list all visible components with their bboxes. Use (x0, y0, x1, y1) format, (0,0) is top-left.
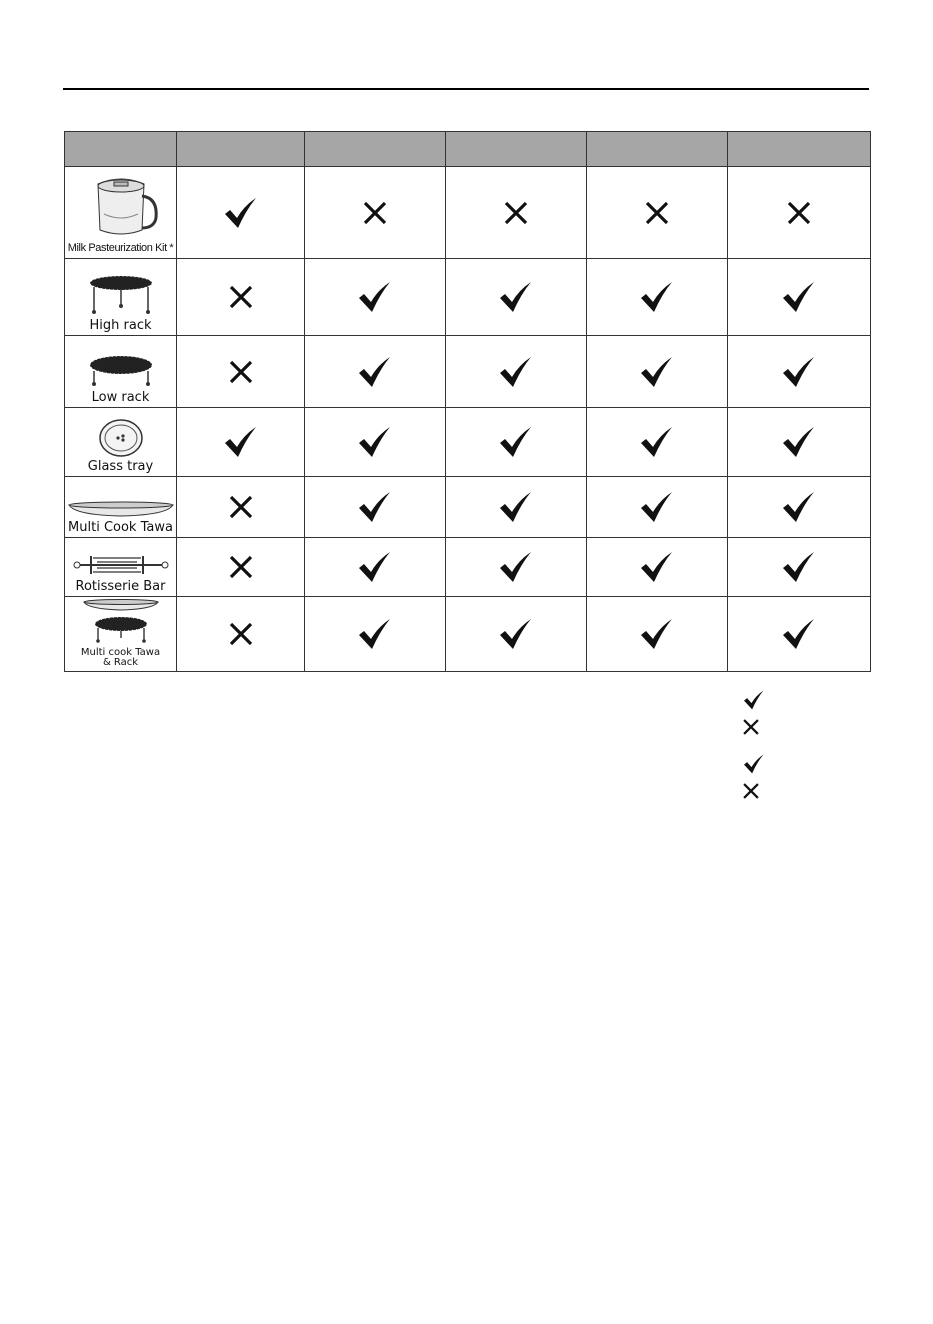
check-icon (305, 551, 445, 583)
check-icon (305, 426, 445, 458)
check-icon (305, 281, 445, 313)
multi-cook-tawa-rack-icon (65, 598, 176, 646)
accessory-label: Low rack (91, 390, 150, 405)
compatibility-cell (446, 538, 587, 597)
accessory-cell (65, 538, 177, 597)
check-icon (177, 426, 304, 458)
compatibility-cell (728, 408, 871, 477)
compatibility-cell (446, 336, 587, 408)
cross-icon (728, 200, 870, 226)
accessory-label: Multi cook Tawa & Rack (80, 647, 161, 668)
compatibility-cell (587, 259, 728, 336)
compatibility-cell (305, 538, 446, 597)
header-cell-mode-1 (177, 132, 305, 167)
accessory-cell (65, 259, 177, 336)
check-icon (446, 618, 586, 650)
compatibility-cell (305, 336, 446, 408)
compatibility-cell (728, 259, 871, 336)
compatibility-cell (305, 167, 446, 259)
header-cell-mode-4 (587, 132, 728, 167)
accessory-cell (65, 477, 177, 538)
accessory-label: Glass tray (87, 459, 154, 474)
cross-icon (177, 621, 304, 647)
check-icon (728, 618, 870, 650)
table-row (65, 408, 871, 477)
accessory-label: High rack (89, 318, 152, 333)
accessory-cell (65, 167, 177, 259)
accessory-label: Milk Pasteurization Kit * (67, 242, 174, 254)
table-row (65, 259, 871, 336)
table-row (65, 336, 871, 408)
check-icon (587, 618, 727, 650)
cross-icon (587, 200, 727, 226)
low-rack-icon (65, 351, 176, 389)
accessory-label: Rotisserie Bar (75, 579, 166, 594)
check-icon (728, 491, 870, 523)
accessory-cell (65, 597, 177, 672)
check-icon (446, 281, 586, 313)
compatibility-cell (446, 167, 587, 259)
high-rack-icon (65, 273, 176, 317)
compatibility-cell (177, 597, 305, 672)
check-icon (587, 491, 727, 523)
table-header-row (65, 132, 871, 167)
header-cell-mode-3 (446, 132, 587, 167)
check-icon (446, 426, 586, 458)
check-icon (728, 426, 870, 458)
multi-cook-tawa-icon (65, 499, 176, 519)
compatibility-cell (177, 167, 305, 259)
glass-tray-icon (65, 418, 176, 458)
table-row (65, 167, 871, 259)
legend-check-icon (743, 690, 765, 710)
compatibility-cell (728, 336, 871, 408)
accessory-cell (65, 408, 177, 477)
compatibility-cell (446, 597, 587, 672)
check-icon (305, 618, 445, 650)
compatibility-cell (587, 477, 728, 538)
compatibility-cell (305, 259, 446, 336)
compatibility-cell (587, 538, 728, 597)
compatibility-cell (177, 336, 305, 408)
cross-icon (177, 284, 304, 310)
check-icon (305, 356, 445, 388)
compatibility-cell (177, 408, 305, 477)
compatibility-cell (177, 538, 305, 597)
compatibility-cell (587, 597, 728, 672)
milk-pasteurization-kit-icon (65, 174, 176, 240)
compatibility-cell (446, 408, 587, 477)
compatibility-cell (305, 597, 446, 672)
cross-icon (305, 200, 445, 226)
check-icon (177, 197, 304, 229)
check-icon (728, 281, 870, 313)
table-row (65, 538, 871, 597)
compatibility-cell (728, 167, 871, 259)
compatibility-cell (728, 477, 871, 538)
compatibility-cell (305, 408, 446, 477)
top-rule (63, 88, 869, 90)
check-icon (587, 551, 727, 583)
check-icon (587, 356, 727, 388)
compatibility-cell (305, 477, 446, 538)
header-cell-accessory (65, 132, 177, 167)
cross-icon (446, 200, 586, 226)
table-body (65, 167, 871, 672)
legend-cross-icon-2 (742, 782, 760, 800)
check-icon (446, 356, 586, 388)
compatibility-cell (728, 597, 871, 672)
table-row (65, 597, 871, 672)
compatibility-cell (446, 477, 587, 538)
check-icon (728, 356, 870, 388)
cross-icon (177, 359, 304, 385)
compatibility-cell (446, 259, 587, 336)
compatibility-cell (728, 538, 871, 597)
compatibility-cell (177, 259, 305, 336)
table-row (65, 477, 871, 538)
check-icon (728, 551, 870, 583)
rotisserie-bar-icon (65, 552, 176, 578)
check-icon (305, 491, 445, 523)
accessory-label: Multi Cook Tawa (68, 520, 173, 535)
accessory-compatibility-table (64, 131, 871, 672)
cross-icon (177, 494, 304, 520)
header-cell-mode-5 (728, 132, 871, 167)
cross-icon (177, 554, 304, 580)
compatibility-cell (177, 477, 305, 538)
legend-check-icon-2 (743, 754, 765, 774)
check-icon (587, 281, 727, 313)
check-icon (446, 551, 586, 583)
header-cell-mode-2 (305, 132, 446, 167)
compatibility-cell (587, 336, 728, 408)
legend-cross-icon (742, 718, 760, 736)
compatibility-cell (587, 408, 728, 477)
accessory-cell (65, 336, 177, 408)
compatibility-cell (587, 167, 728, 259)
check-icon (446, 491, 586, 523)
check-icon (587, 426, 727, 458)
